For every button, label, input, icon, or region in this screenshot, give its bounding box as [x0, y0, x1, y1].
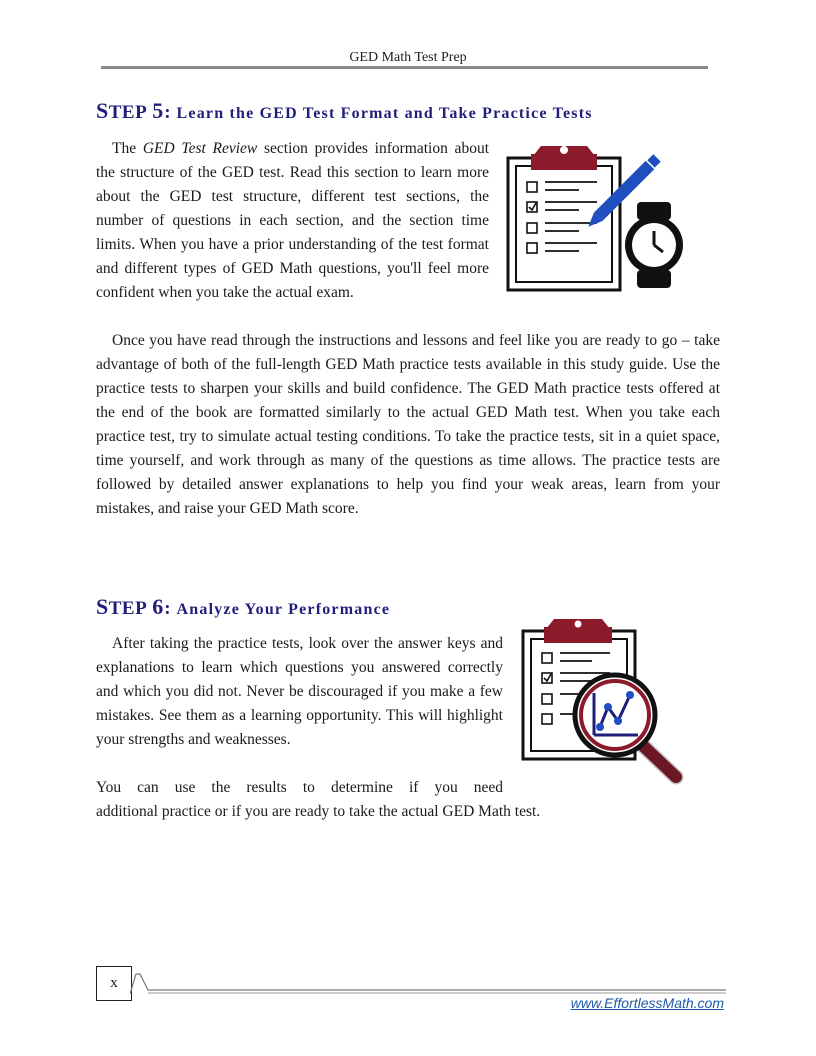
step6-paragraph-2-line2: [96, 800, 720, 824]
step5-para1-italic: GED Test Review: [142, 140, 258, 157]
step5-para2-text: Once you have read through the instructions and lessons and feel like you are ready to go – take advantage of both of the full-length GED Math practice tests available in this study guide. Use the practice tests to sharpen your skills and build confidence. The GED Math practice tests offered at the end of the book are formatted similarly to the actual GED Math test. When you take each practice test, try to simulate actual testing conditions. To take the practice tests, sit in a quiet space, time yourself, and work through as many of the questions as time allows. The practice tests are followed by detailed answer explanations to help you find your weak areas, learn from your mistakes, and raise your GED Math score.: [96, 332, 720, 517]
step5-paragraph-1: [96, 137, 489, 305]
step5-para1-pre: The: [112, 140, 143, 157]
header-rule: [101, 66, 708, 69]
footer-website-link[interactable]: www.EffortlessMath.com: [570, 995, 724, 1011]
footer-rule: [130, 970, 726, 996]
step5-label-rest: TEP: [108, 102, 148, 123]
clipboard-checklist-pencil-watch-icon: [505, 140, 685, 295]
step6-heading: [96, 594, 390, 620]
step6-paragraph-2-line1: [96, 776, 503, 800]
step6-heading-text: Analyze Your Performance: [176, 601, 391, 618]
step6-label-cap: S: [96, 594, 109, 619]
step5-label-cap: S: [96, 98, 109, 123]
step5-para1-post: section provides information about the structure of the GED test. Read this section to learn more about the GED test structure, different test sections, the number of questions in each section, and the section time limits. When you have a prior understanding of the test format and different types of GED Math questions, you'll feel more confident when you take the actual exam.: [96, 140, 489, 301]
step6-number: 6: [152, 594, 165, 619]
step5-heading: [96, 98, 593, 124]
step5-number: 5: [152, 98, 165, 123]
step5-paragraph-2: [96, 329, 720, 521]
step5-colon: :: [164, 102, 172, 123]
step6-para2-line2: additional practice or if you are ready to take the actual GED Math test.: [96, 803, 541, 820]
step5-label: [96, 98, 148, 123]
step6-para2-line1: You can use the results to determine if you need: [96, 779, 503, 796]
step5-heading-text: Learn the GED Test Format and Take Practice Tests: [176, 105, 593, 122]
clipboard-checklist-magnifier-chart-icon: [520, 617, 690, 787]
step6-para1-text: After taking the practice tests, look over the answer keys and explanations to learn which questions you answered correctly and which you did not. Never be discouraged if you make a few mistakes. See them as a learning opportunity. This will highlight your strengths and weaknesses.: [96, 635, 503, 748]
step6-colon: :: [164, 598, 172, 619]
step6-label: [96, 594, 148, 619]
step6-paragraph-1: [96, 632, 503, 752]
running-head-title: GED Math Test Prep: [349, 50, 467, 65]
step6-label-rest: TEP: [108, 598, 148, 619]
page-number: x: [96, 966, 132, 1001]
